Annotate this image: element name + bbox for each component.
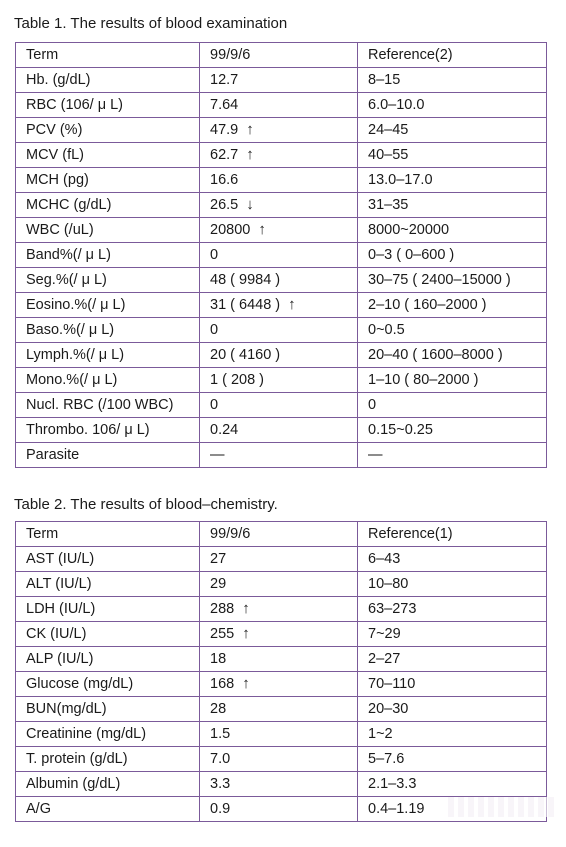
value-text: 28 <box>210 701 227 717</box>
arrow-down-icon: ↓ <box>246 196 254 213</box>
header-date: 99/9/6 <box>200 43 358 68</box>
term-cell: Glucose (mg/dL) <box>16 672 200 697</box>
table-row <box>16 143 547 168</box>
value-text: 27 <box>210 551 227 567</box>
reference-cell: 20–30 <box>358 697 547 722</box>
value-text: 26.5 <box>210 197 239 213</box>
reference-cell: 10–80 <box>358 572 547 597</box>
value-cell <box>200 747 358 772</box>
value-text: 31 ( 6448 ) <box>210 297 281 313</box>
reference-cell: 6–43 <box>358 547 547 572</box>
table-row <box>16 393 547 418</box>
term-cell: Baso.%(/ μ L) <box>16 318 200 343</box>
term-cell: BUN(mg/dL) <box>16 697 200 722</box>
term-cell: PCV (%) <box>16 118 200 143</box>
reference-cell: 0–3 ( 0–600 ) <box>358 243 547 268</box>
value-cell <box>200 797 358 822</box>
arrow-up-icon: ↑ <box>242 625 250 642</box>
value-cell <box>200 68 358 93</box>
arrow-up-icon: ↑ <box>288 296 296 313</box>
reference-cell: 13.0–17.0 <box>358 168 547 193</box>
table-row <box>16 68 547 93</box>
reference-cell: — <box>358 443 547 468</box>
value-text: 3.3 <box>210 776 231 792</box>
value-text: 255 <box>210 626 235 642</box>
value-text: 7.0 <box>210 751 231 767</box>
term-cell: CK (IU/L) <box>16 622 200 647</box>
term-cell: Eosino.%(/ μ L) <box>16 293 200 318</box>
table-row <box>16 118 547 143</box>
reference-cell: 1–10 ( 80–2000 ) <box>358 368 547 393</box>
table-row <box>16 218 547 243</box>
table-row <box>16 268 547 293</box>
table-row <box>16 343 547 368</box>
value-cell <box>200 647 358 672</box>
reference-cell: 70–110 <box>358 672 547 697</box>
blood-examination-table <box>15 42 547 468</box>
reference-cell: 2.1–3.3 <box>358 772 547 797</box>
term-cell: Mono.%(/ μ L) <box>16 368 200 393</box>
value-cell <box>200 293 358 318</box>
table-row <box>16 547 547 572</box>
header-row <box>16 43 547 68</box>
value-cell <box>200 722 358 747</box>
arrow-up-icon: ↑ <box>242 600 250 617</box>
term-cell: Creatinine (mg/dL) <box>16 722 200 747</box>
value-cell <box>200 143 358 168</box>
value-text: 48 ( 9984 ) <box>210 272 281 288</box>
header-reference: Reference(1) <box>358 522 547 547</box>
reference-cell: 2–27 <box>358 647 547 672</box>
table2-caption: Table 2. The results of blood–chemistry. <box>14 496 278 513</box>
reference-cell: 6.0–10.0 <box>358 93 547 118</box>
reference-cell: 20–40 ( 1600–8000 ) <box>358 343 547 368</box>
reference-cell: 24–45 <box>358 118 547 143</box>
arrow-up-icon: ↑ <box>258 221 266 238</box>
term-cell: ALP (IU/L) <box>16 647 200 672</box>
table-row <box>16 168 547 193</box>
table-row <box>16 647 547 672</box>
reference-cell: 5–7.6 <box>358 747 547 772</box>
value-cell <box>200 343 358 368</box>
reference-cell: 31–35 <box>358 193 547 218</box>
value-cell <box>200 168 358 193</box>
table-row <box>16 572 547 597</box>
table-row <box>16 193 547 218</box>
term-cell: Parasite <box>16 443 200 468</box>
table-row <box>16 597 547 622</box>
value-cell <box>200 622 358 647</box>
term-cell: Seg.%(/ μ L) <box>16 268 200 293</box>
header-row <box>16 522 547 547</box>
table-row <box>16 368 547 393</box>
table-row <box>16 622 547 647</box>
watermark <box>448 797 554 817</box>
table-row <box>16 722 547 747</box>
value-text: 1 ( 208 ) <box>210 372 264 388</box>
value-cell <box>200 193 358 218</box>
value-cell <box>200 118 358 143</box>
value-text: 12.7 <box>210 72 239 88</box>
reference-cell: 30–75 ( 2400–15000 ) <box>358 268 547 293</box>
reference-cell: 0 <box>358 393 547 418</box>
value-text: 0.9 <box>210 801 231 817</box>
value-text: 0 <box>210 247 219 263</box>
value-cell <box>200 218 358 243</box>
table-row <box>16 672 547 697</box>
header-date: 99/9/6 <box>200 522 358 547</box>
reference-cell: 63–273 <box>358 597 547 622</box>
header-term: Term <box>16 522 200 547</box>
term-cell: MCV (fL) <box>16 143 200 168</box>
value-cell <box>200 418 358 443</box>
table1-caption: Table 1. The results of blood examination <box>14 15 288 32</box>
term-cell: MCH (pg) <box>16 168 200 193</box>
value-cell <box>200 443 358 468</box>
value-text: 288 <box>210 601 235 617</box>
arrow-up-icon: ↑ <box>246 121 254 138</box>
reference-cell: 8000~20000 <box>358 218 547 243</box>
table-row <box>16 318 547 343</box>
value-cell <box>200 93 358 118</box>
arrow-up-icon: ↑ <box>242 675 250 692</box>
term-cell: LDH (IU/L) <box>16 597 200 622</box>
term-cell: A/G <box>16 797 200 822</box>
term-cell: Lymph.%(/ μ L) <box>16 343 200 368</box>
value-cell <box>200 772 358 797</box>
value-text: 1.5 <box>210 726 231 742</box>
value-cell <box>200 547 358 572</box>
table-row <box>16 243 547 268</box>
value-text: 0 <box>210 397 219 413</box>
value-text: 20 ( 4160 ) <box>210 347 281 363</box>
value-cell <box>200 597 358 622</box>
value-cell <box>200 318 358 343</box>
reference-cell: 0.15~0.25 <box>358 418 547 443</box>
blood-chemistry-table <box>15 521 547 822</box>
term-cell: AST (IU/L) <box>16 547 200 572</box>
arrow-up-icon: ↑ <box>246 146 254 163</box>
value-text: 47.9 <box>210 122 239 138</box>
term-cell: MCHC (g/dL) <box>16 193 200 218</box>
value-text: 29 <box>210 576 227 592</box>
reference-cell: 40–55 <box>358 143 547 168</box>
reference-cell: 2–10 ( 160–2000 ) <box>358 293 547 318</box>
header-term: Term <box>16 43 200 68</box>
value-text: 18 <box>210 651 227 667</box>
table-row <box>16 747 547 772</box>
value-cell <box>200 368 358 393</box>
reference-cell: 7~29 <box>358 622 547 647</box>
value-text: 16.6 <box>210 172 239 188</box>
table-row <box>16 697 547 722</box>
term-cell: Thrombo. 106/ μ L) <box>16 418 200 443</box>
value-cell <box>200 393 358 418</box>
value-text: 7.64 <box>210 97 239 113</box>
table-row <box>16 93 547 118</box>
table-row <box>16 418 547 443</box>
value-text: 62.7 <box>210 147 239 163</box>
term-cell: RBC (106/ μ L) <box>16 93 200 118</box>
table-row <box>16 772 547 797</box>
table-row <box>16 443 547 468</box>
value-text: 20800 <box>210 222 251 238</box>
term-cell: Albumin (g/dL) <box>16 772 200 797</box>
value-text: — <box>210 447 225 463</box>
term-cell: Band%(/ μ L) <box>16 243 200 268</box>
term-cell: Hb. (g/dL) <box>16 68 200 93</box>
value-cell <box>200 268 358 293</box>
reference-cell: 0.4–1.19 <box>358 797 547 822</box>
term-cell: Nucl. RBC (/100 WBC) <box>16 393 200 418</box>
term-cell: ALT (IU/L) <box>16 572 200 597</box>
value-cell <box>200 697 358 722</box>
value-cell <box>200 572 358 597</box>
value-cell <box>200 672 358 697</box>
term-cell: WBC (/uL) <box>16 218 200 243</box>
value-cell <box>200 243 358 268</box>
term-cell: T. protein (g/dL) <box>16 747 200 772</box>
value-text: 0.24 <box>210 422 239 438</box>
value-text: 168 <box>210 676 235 692</box>
value-text: 0 <box>210 322 219 338</box>
reference-cell: 0~0.5 <box>358 318 547 343</box>
header-reference: Reference(2) <box>358 43 547 68</box>
reference-cell: 8–15 <box>358 68 547 93</box>
reference-cell: 1~2 <box>358 722 547 747</box>
table-row <box>16 293 547 318</box>
